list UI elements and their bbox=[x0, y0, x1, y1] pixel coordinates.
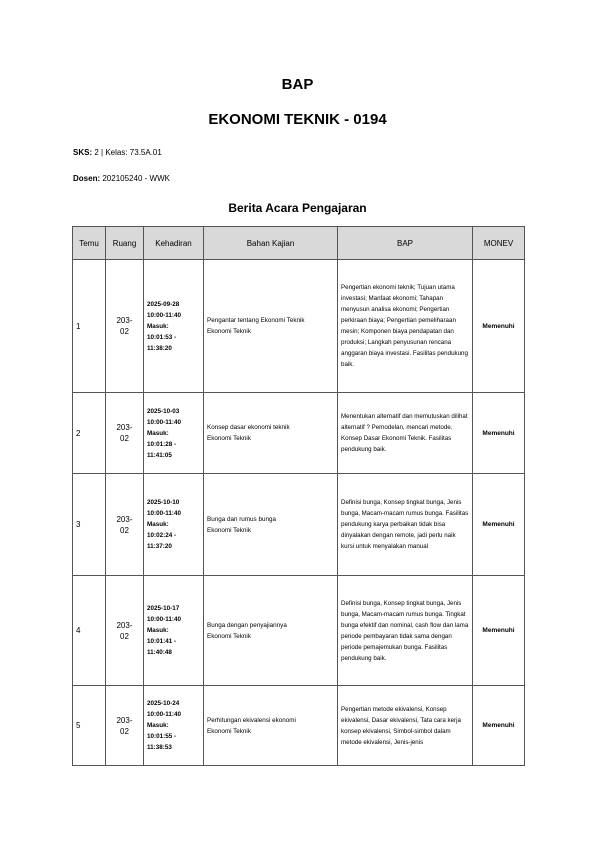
dosen-line bbox=[73, 174, 170, 183]
cell-kehadiran bbox=[144, 686, 204, 766]
header-ruang: Ruang bbox=[106, 227, 144, 260]
cell-temu: 3 bbox=[73, 474, 106, 576]
cell-bap: Menentukan alternatif dan memutuskan dilihat alternatif ? Pemodelan, mencari metode. Konsep Dasar Ekonomi Teknik. Fasilitas pendukung baik. bbox=[338, 393, 473, 474]
bahan-text: Bunga dan rumus bunga Ekonomi Teknik bbox=[207, 515, 276, 534]
sks-label: SKS: bbox=[73, 148, 93, 157]
cell-bahan-kajian bbox=[204, 474, 338, 576]
bap-table bbox=[72, 226, 525, 766]
cell-bap: Definisi bunga, Konsep tingkat bunga, Jenis bunga, Macam-macam rumus bunga. Tingkat bunga efektif dan nominal, cash flow dan lama periode pembayaran tidak sama dengan periode pemajemukan bunga. Fasilitas pendukung baik. bbox=[338, 576, 473, 686]
dosen-label: Dosen: bbox=[73, 174, 101, 183]
sks-kelas-line bbox=[73, 148, 162, 157]
bahan-text: Konsep dasar ekonomi teknik Ekonomi Teknik bbox=[207, 424, 290, 442]
cell-bahan-kajian bbox=[204, 686, 338, 766]
header-monev: MONEV bbox=[473, 227, 525, 260]
cell-temu: 2 bbox=[73, 393, 106, 474]
kehadiran-text: 2025-10-10 10:00-11:40 Masuk: 10:02:24 - 11:37:20 bbox=[147, 499, 181, 550]
cell-ruang bbox=[106, 576, 144, 686]
doc-title: BAP bbox=[281, 76, 314, 93]
cell-ruang bbox=[106, 260, 144, 393]
sks-value: 2 | Kelas: 73.5A.01 bbox=[94, 148, 162, 157]
cell-temu: 1 bbox=[73, 260, 106, 393]
course-title: EKONOMI TEKNIK - 0194 bbox=[208, 111, 387, 128]
cell-kehadiran bbox=[144, 393, 204, 474]
cell-monev: Memenuhi bbox=[473, 576, 525, 686]
kehadiran-text: 2025-10-03 10:00-11:40 Masuk: 10:01:28 - 11:41:05 bbox=[147, 407, 181, 459]
cell-bap: Pengertian ekonomi teknik; Tujuan utama investasi; Manfaat ekonomi; Tahapan menyusun analisa ekonomi; Pengertian perkiraan biaya; Pengertian pemeliharaan mesin; Komponen biaya pendapatan dan produksi; Langkah penyusunan rencana anggaran biaya investasi. Fasilitas pendukung baik. bbox=[338, 260, 473, 393]
ruang-text: 203- 02 bbox=[116, 423, 133, 443]
bahan-text: Perhitungan ekivalensi ekonomi Ekonomi Teknik bbox=[207, 716, 296, 735]
cell-kehadiran bbox=[144, 576, 204, 686]
cell-temu: 5 bbox=[73, 686, 106, 766]
ruang-text: 203- 02 bbox=[116, 620, 133, 641]
kehadiran-text: 2025-10-17 10:00-11:40 Masuk: 10:01:41 - 11:40:48 bbox=[147, 605, 181, 656]
cell-bahan-kajian bbox=[204, 576, 338, 686]
table-row bbox=[73, 686, 525, 766]
cell-kehadiran bbox=[144, 474, 204, 576]
header-bap: BAP bbox=[338, 227, 473, 260]
cell-bap: Definisi bunga, Konsep tingkat bunga, Jenis bunga, Macam-macam rumus bunga. Fasilitas pendukung karya perbaikan tidak bisa dinyalakan dengan remote, jadi perlu naik kursi untuk menyalakan manual bbox=[338, 474, 473, 576]
cell-monev: Memenuhi bbox=[473, 474, 525, 576]
header-kehadiran: Kehadiran bbox=[144, 227, 204, 260]
cell-monev: Memenuhi bbox=[473, 393, 525, 474]
table-row bbox=[73, 393, 525, 474]
ruang-text: 203- 02 bbox=[116, 715, 133, 736]
cell-bap: Pengertian metode ekivalensi, Konsep ekivalensi, Dasar ekivalensi, Tata cara kerja konsep ekivalensi, Simbol-simbol dalam metode ekivalensi, Jenis-jenis bbox=[338, 686, 473, 766]
cell-bahan-kajian bbox=[204, 260, 338, 393]
ruang-text: 203- 02 bbox=[116, 316, 133, 336]
cell-ruang bbox=[106, 686, 144, 766]
header-bahan-kajian: Bahan Kajian bbox=[204, 227, 338, 260]
table-row bbox=[73, 260, 525, 393]
kehadiran-text: 2025-10-24 10:00-11:40 Masuk: 10:01:55 - 11:38:53 bbox=[147, 700, 181, 751]
cell-monev: Memenuhi bbox=[473, 686, 525, 766]
table-row bbox=[73, 474, 525, 576]
table-row bbox=[73, 576, 525, 686]
cell-ruang bbox=[106, 393, 144, 474]
bahan-text: Pengantar tentang Ekonomi Teknik Ekonomi Teknik bbox=[207, 317, 305, 335]
kehadiran-text: 2025-09-28 10:00-11:40 Masuk: 10:01:53 - 11:38:20 bbox=[147, 300, 181, 352]
header-temu: Temu bbox=[73, 227, 106, 260]
ruang-text: 203- 02 bbox=[116, 514, 133, 535]
table-header-row bbox=[73, 227, 525, 260]
cell-temu: 4 bbox=[73, 576, 106, 686]
cell-bahan-kajian bbox=[204, 393, 338, 474]
cell-kehadiran bbox=[144, 260, 204, 393]
cell-ruang bbox=[106, 474, 144, 576]
dosen-value: 202105240 - WWK bbox=[102, 174, 170, 183]
bahan-text: Bunga dengan penyajiannya Ekonomi Teknik bbox=[207, 621, 287, 640]
cell-monev: Memenuhi bbox=[473, 260, 525, 393]
section-title: Berita Acara Pengajaran bbox=[228, 201, 367, 215]
